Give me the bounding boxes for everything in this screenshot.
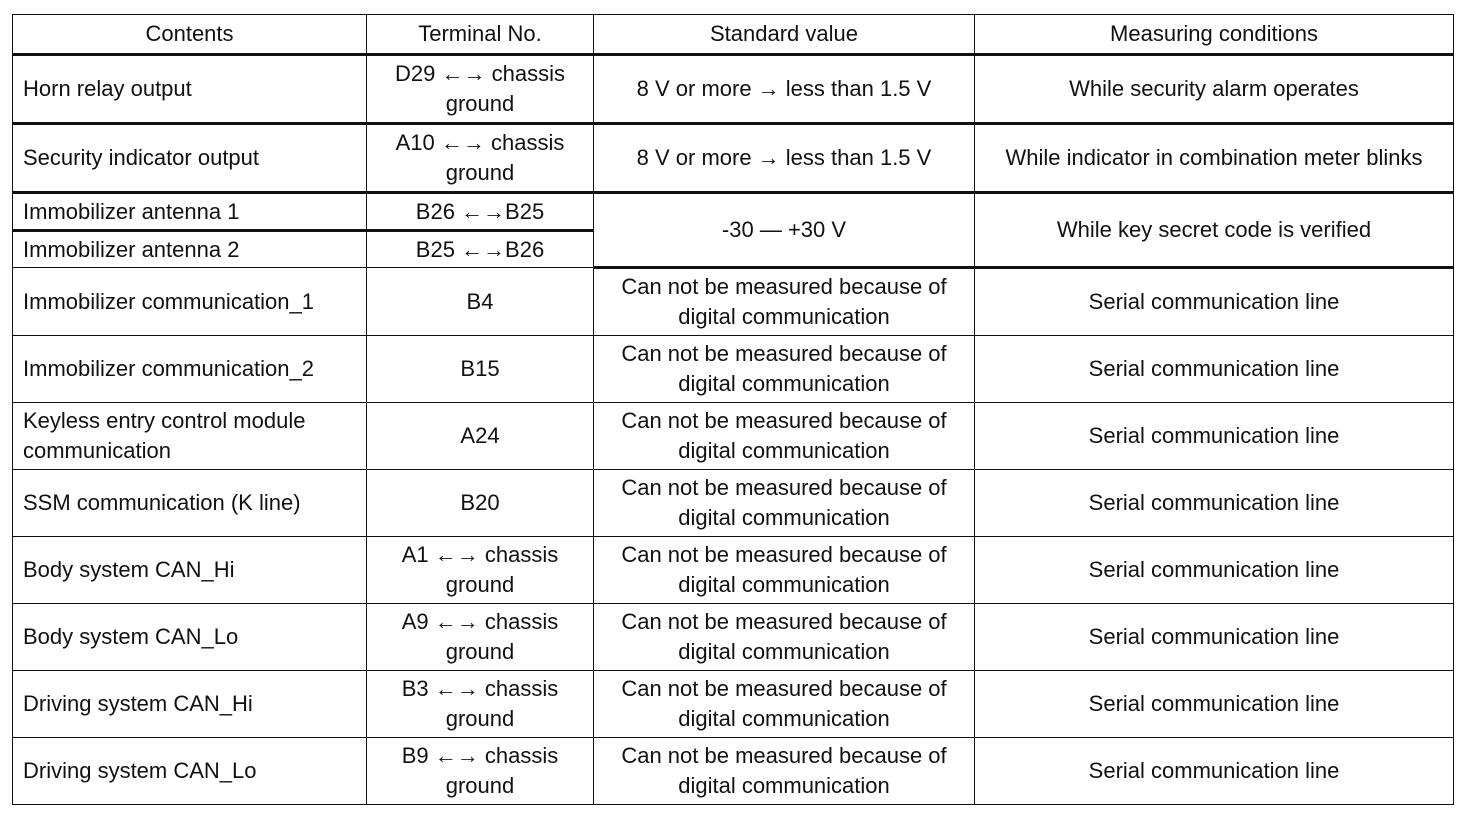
conditions-cell: Serial communication line — [975, 470, 1454, 537]
contents-cell: Driving system CAN_Hi — [13, 671, 367, 738]
conditions-cell: Serial communication line — [975, 268, 1454, 336]
terminal-cell: B15 — [367, 336, 594, 403]
terminal-cell: A10 ←→ chassis ground — [367, 124, 594, 193]
terminal-cell: B25 ←→B26 — [367, 231, 594, 268]
terminal-cell: B9 ←→ chassis ground — [367, 738, 594, 805]
standard-value-cell: Can not be measured because of digital communication — [594, 537, 975, 604]
header-contents: Contents — [13, 15, 367, 55]
table-row — [13, 537, 1454, 604]
standard-value-cell: Can not be measured because of digital communication — [594, 671, 975, 738]
table-row — [13, 336, 1454, 403]
contents-cell: Driving system CAN_Lo — [13, 738, 367, 805]
conditions-cell: While security alarm operates — [975, 55, 1454, 124]
conditions-cell: While key secret code is verified — [975, 193, 1454, 268]
contents-cell: Body system CAN_Lo — [13, 604, 367, 671]
standard-value-cell: 8 V or more → less than 1.5 V — [594, 124, 975, 193]
table-row — [13, 403, 1454, 470]
terminal-cell: B26 ←→B25 — [367, 193, 594, 231]
contents-cell: Immobilizer antenna 1 — [13, 193, 367, 231]
table-row — [13, 124, 1454, 193]
conditions-cell: Serial communication line — [975, 336, 1454, 403]
table-row — [13, 268, 1454, 336]
header-row — [13, 15, 1454, 55]
standard-value-cell: Can not be measured because of digital communication — [594, 738, 975, 805]
terminal-cell: B20 — [367, 470, 594, 537]
table-row — [13, 604, 1454, 671]
contents-cell: Immobilizer communication_1 — [13, 268, 367, 336]
conditions-cell: Serial communication line — [975, 537, 1454, 604]
table-body — [13, 55, 1454, 805]
table-row — [13, 55, 1454, 124]
header-terminal-no: Terminal No. — [367, 15, 594, 55]
contents-cell: Keyless entry control module communication — [13, 403, 367, 470]
table-row — [13, 671, 1454, 738]
header-standard-value: Standard value — [594, 15, 975, 55]
standard-value-cell: -30 — +30 V — [594, 193, 975, 268]
terminal-cell: D29 ←→ chassis ground — [367, 55, 594, 124]
standard-value-cell: Can not be measured because of digital communication — [594, 403, 975, 470]
conditions-cell: While indicator in combination meter blinks — [975, 124, 1454, 193]
conditions-cell: Serial communication line — [975, 403, 1454, 470]
table-header — [13, 15, 1454, 55]
terminal-cell: A1 ←→ chassis ground — [367, 537, 594, 604]
conditions-cell: Serial communication line — [975, 604, 1454, 671]
conditions-cell: Serial communication line — [975, 671, 1454, 738]
standard-value-cell: Can not be measured because of digital communication — [594, 268, 975, 336]
header-measuring-conditions: Measuring conditions — [975, 15, 1454, 55]
contents-cell: Security indicator output — [13, 124, 367, 193]
table-row — [13, 470, 1454, 537]
terminal-cell: A9 ←→ chassis ground — [367, 604, 594, 671]
conditions-cell: Serial communication line — [975, 738, 1454, 805]
contents-cell: Immobilizer antenna 2 — [13, 231, 367, 268]
terminal-cell: B3 ←→ chassis ground — [367, 671, 594, 738]
standard-value-cell: 8 V or more → less than 1.5 V — [594, 55, 975, 124]
standard-value-cell: Can not be measured because of digital communication — [594, 604, 975, 671]
contents-cell: Body system CAN_Hi — [13, 537, 367, 604]
contents-cell: Immobilizer communication_2 — [13, 336, 367, 403]
terminal-cell: A24 — [367, 403, 594, 470]
table-row — [13, 193, 1454, 231]
contents-cell: Horn relay output — [13, 55, 367, 124]
contents-cell: SSM communication (K line) — [13, 470, 367, 537]
spec-table — [12, 14, 1454, 805]
table-row — [13, 738, 1454, 805]
standard-value-cell: Can not be measured because of digital communication — [594, 336, 975, 403]
standard-value-cell: Can not be measured because of digital communication — [594, 470, 975, 537]
terminal-cell: B4 — [367, 268, 594, 336]
